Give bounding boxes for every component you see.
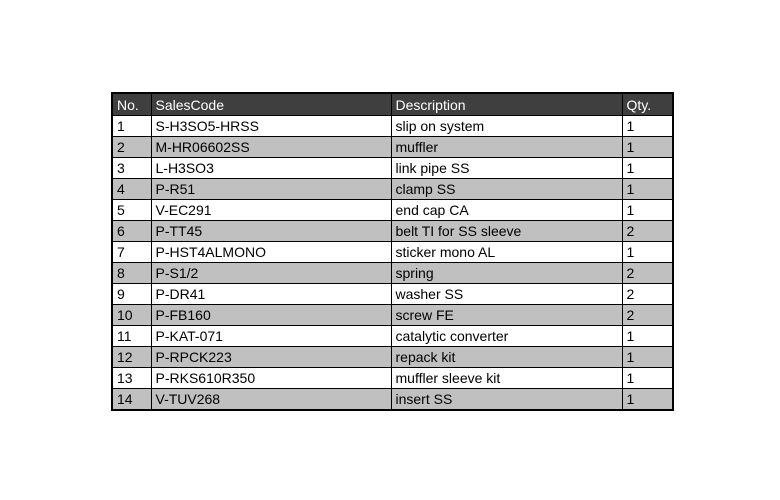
- cell-qty: 2: [622, 221, 673, 242]
- cell-desc: catalytic converter: [391, 326, 622, 347]
- cell-qty: 1: [622, 389, 673, 411]
- cell-no: 11: [112, 326, 151, 347]
- cell-no: 13: [112, 368, 151, 389]
- cell-desc: repack kit: [391, 347, 622, 368]
- column-header-desc: Description: [391, 93, 622, 116]
- cell-qty: 2: [622, 263, 673, 284]
- table-row: [112, 284, 673, 305]
- cell-code: P-DR41: [151, 284, 391, 305]
- cell-qty: 1: [622, 242, 673, 263]
- table-row: [112, 158, 673, 179]
- cell-qty: 1: [622, 158, 673, 179]
- parts-table: [111, 92, 674, 411]
- cell-qty: 1: [622, 326, 673, 347]
- cell-code: P-FB160: [151, 305, 391, 326]
- cell-desc: muffler sleeve kit: [391, 368, 622, 389]
- column-header-qty: Qty.: [622, 93, 673, 116]
- cell-code: V-TUV268: [151, 389, 391, 411]
- cell-no: 3: [112, 158, 151, 179]
- cell-qty: 2: [622, 284, 673, 305]
- parts-table-body: [112, 116, 673, 411]
- cell-code: P-S1/2: [151, 263, 391, 284]
- cell-desc: end cap CA: [391, 200, 622, 221]
- header-row: [112, 93, 673, 116]
- parts-table-header: [112, 93, 673, 116]
- cell-no: 5: [112, 200, 151, 221]
- cell-desc: link pipe SS: [391, 158, 622, 179]
- column-header-code: SalesCode: [151, 93, 391, 116]
- cell-no: 7: [112, 242, 151, 263]
- cell-no: 2: [112, 137, 151, 158]
- cell-desc: insert SS: [391, 389, 622, 411]
- cell-no: 1: [112, 116, 151, 137]
- cell-desc: muffler: [391, 137, 622, 158]
- table-row: [112, 263, 673, 284]
- cell-code: L-H3SO3: [151, 158, 391, 179]
- cell-code: P-HST4ALMONO: [151, 242, 391, 263]
- cell-desc: screw FE: [391, 305, 622, 326]
- table-row: [112, 389, 673, 411]
- cell-code: V-EC291: [151, 200, 391, 221]
- table-row: [112, 242, 673, 263]
- cell-no: 14: [112, 389, 151, 411]
- cell-qty: 1: [622, 368, 673, 389]
- table-row: [112, 326, 673, 347]
- cell-code: M-HR06602SS: [151, 137, 391, 158]
- cell-desc: belt TI for SS sleeve: [391, 221, 622, 242]
- cell-code: P-RKS610R350: [151, 368, 391, 389]
- cell-no: 8: [112, 263, 151, 284]
- table-row: [112, 347, 673, 368]
- cell-qty: 1: [622, 347, 673, 368]
- cell-qty: 1: [622, 200, 673, 221]
- cell-no: 9: [112, 284, 151, 305]
- table-row: [112, 305, 673, 326]
- column-header-no: No.: [112, 93, 151, 116]
- cell-qty: 1: [622, 116, 673, 137]
- cell-qty: 2: [622, 305, 673, 326]
- cell-desc: slip on system: [391, 116, 622, 137]
- cell-desc: clamp SS: [391, 179, 622, 200]
- cell-code: S-H3SO5-HRSS: [151, 116, 391, 137]
- cell-code: P-KAT-071: [151, 326, 391, 347]
- cell-code: P-RPCK223: [151, 347, 391, 368]
- cell-code: P-TT45: [151, 221, 391, 242]
- cell-no: 6: [112, 221, 151, 242]
- cell-qty: 1: [622, 179, 673, 200]
- table-row: [112, 368, 673, 389]
- table-row: [112, 137, 673, 158]
- table-row: [112, 179, 673, 200]
- cell-qty: 1: [622, 137, 673, 158]
- cell-desc: sticker mono AL: [391, 242, 622, 263]
- cell-desc: washer SS: [391, 284, 622, 305]
- table-row: [112, 116, 673, 137]
- cell-code: P-R51: [151, 179, 391, 200]
- cell-desc: spring: [391, 263, 622, 284]
- table-row: [112, 221, 673, 242]
- cell-no: 4: [112, 179, 151, 200]
- cell-no: 10: [112, 305, 151, 326]
- cell-no: 12: [112, 347, 151, 368]
- table-row: [112, 200, 673, 221]
